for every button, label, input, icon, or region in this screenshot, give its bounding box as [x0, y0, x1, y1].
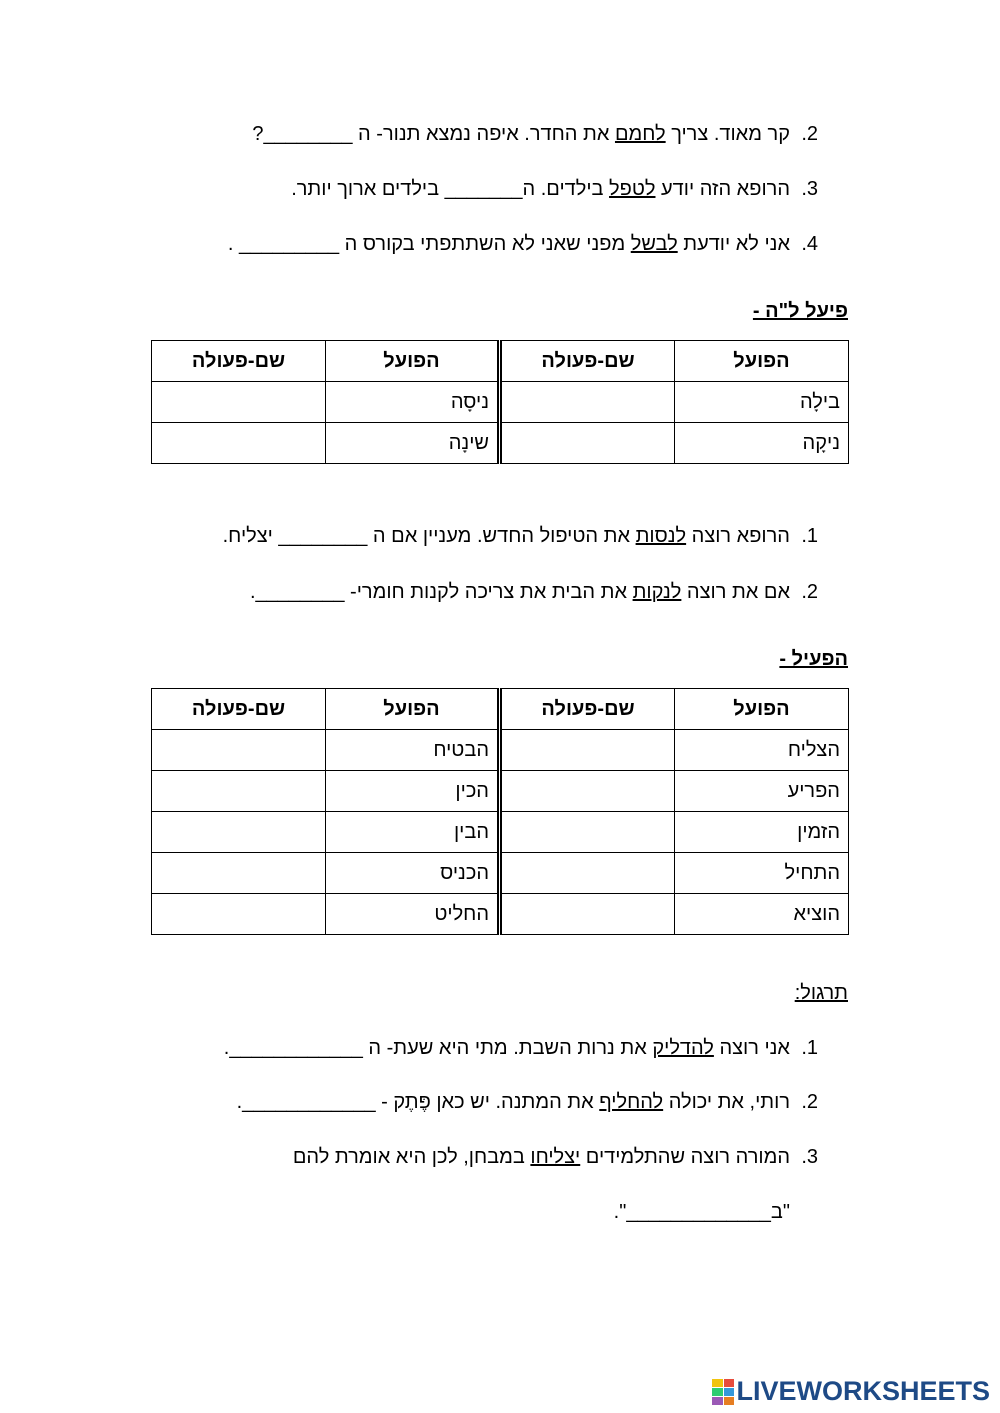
header-verb: הפועל [326, 341, 500, 382]
practice-line-1: 1.אני רוצה להדליק את נרות השבת. מתי היא שעת- ה ____________. [223, 1037, 818, 1059]
verb-cell: הוציא [675, 894, 849, 935]
verb-cell: שינָה [326, 423, 500, 464]
verb-cell: הבטיח [326, 730, 500, 771]
answer-cell[interactable] [152, 771, 326, 812]
liveworksheets-logo [712, 1376, 990, 1407]
table-hifil [151, 688, 849, 935]
heading-practice: תרגול: [794, 982, 848, 1004]
answer-cell[interactable] [152, 894, 326, 935]
verb-cell: הכניס [326, 853, 500, 894]
item-number: 3. [801, 178, 818, 200]
item-number: 1. [801, 1037, 818, 1059]
exercise-line-2: 2.קר מאוד. צריך לחמם את החדר. איפה נמצא תנור- ה ________? [252, 123, 818, 145]
answer-cell[interactable] [500, 853, 675, 894]
verb-cell: בילָה [675, 382, 849, 423]
answer-cell[interactable] [500, 730, 675, 771]
answer-cell[interactable] [500, 771, 675, 812]
practice-line-3: 3.המורה רוצה שהתלמידים יצליחו במבחן, לכן היא אומרת להם [292, 1146, 818, 1168]
heading-hifil: הפעיל - [779, 648, 848, 670]
table-row [152, 771, 849, 812]
header-verb: הפועל [675, 341, 849, 382]
item-number: 4. [801, 233, 818, 255]
answer-cell[interactable] [152, 853, 326, 894]
exercise-line-4: 4.אני לא יודעת לבשל מפני שאני לא השתתפתי בקורס ה _________ . [227, 233, 818, 255]
verb-cell: הכין [326, 771, 500, 812]
table-row [152, 894, 849, 935]
exercise-line-1: 1.הרופא רוצה לנסות את הטיפול החדש. מעניין אם ה ________ יצליח. [222, 525, 818, 547]
item-number: 2. [801, 123, 818, 145]
logo-icon [712, 1379, 734, 1405]
item-number: 2. [801, 1091, 818, 1113]
answer-cell[interactable] [500, 812, 675, 853]
exercise-line-2: 2.אם את רוצה לנקות את הבית את צריכה לקנות חומרי- ________. [249, 581, 818, 603]
verb-cell: הבין [326, 812, 500, 853]
table-row [152, 382, 849, 423]
verb-cell: התחיל [675, 853, 849, 894]
header-verb: הפועל [675, 689, 849, 730]
practice-line-2: 2.רותי, את יכולה להחליף את המתנה. יש כאן פֶּתֶק - ____________. [236, 1091, 818, 1113]
answer-cell[interactable] [152, 812, 326, 853]
header-verb: הפועל [326, 689, 500, 730]
table-header-row [152, 341, 849, 382]
answer-cell[interactable] [500, 423, 675, 464]
table-row [152, 853, 849, 894]
header-noun: שם-פעולה [500, 689, 675, 730]
table-piel [151, 340, 849, 464]
verb-cell: הצליח [675, 730, 849, 771]
table-header-row [152, 689, 849, 730]
table-row [152, 812, 849, 853]
verb-cell: הפריע [675, 771, 849, 812]
table-row [152, 423, 849, 464]
answer-cell[interactable] [500, 382, 675, 423]
logo-text: LIVEWORKSHEETS [736, 1376, 990, 1406]
item-number: 3. [801, 1146, 818, 1168]
header-noun: שם-פעולה [500, 341, 675, 382]
verb-cell: הזמין [675, 812, 849, 853]
answer-cell[interactable] [500, 894, 675, 935]
item-number: 1. [801, 525, 818, 547]
verb-cell: ניקָה [675, 423, 849, 464]
heading-piel: פיעל ל"ה - [752, 300, 848, 322]
header-noun: שם-פעולה [152, 689, 326, 730]
practice-line-3-continuation: "ב_____________". [613, 1201, 790, 1223]
item-number: 2. [801, 581, 818, 603]
verb-cell: ניסָה [326, 382, 500, 423]
header-noun: שם-פעולה [152, 341, 326, 382]
table-row [152, 730, 849, 771]
exercise-line-3: 3.הרופא הזה יודע לטפל בילדים. ה_______ בילדים ארוך יותר. [291, 178, 818, 200]
answer-cell[interactable] [152, 730, 326, 771]
verb-cell: החליט [326, 894, 500, 935]
answer-cell[interactable] [152, 423, 326, 464]
answer-cell[interactable] [152, 382, 326, 423]
